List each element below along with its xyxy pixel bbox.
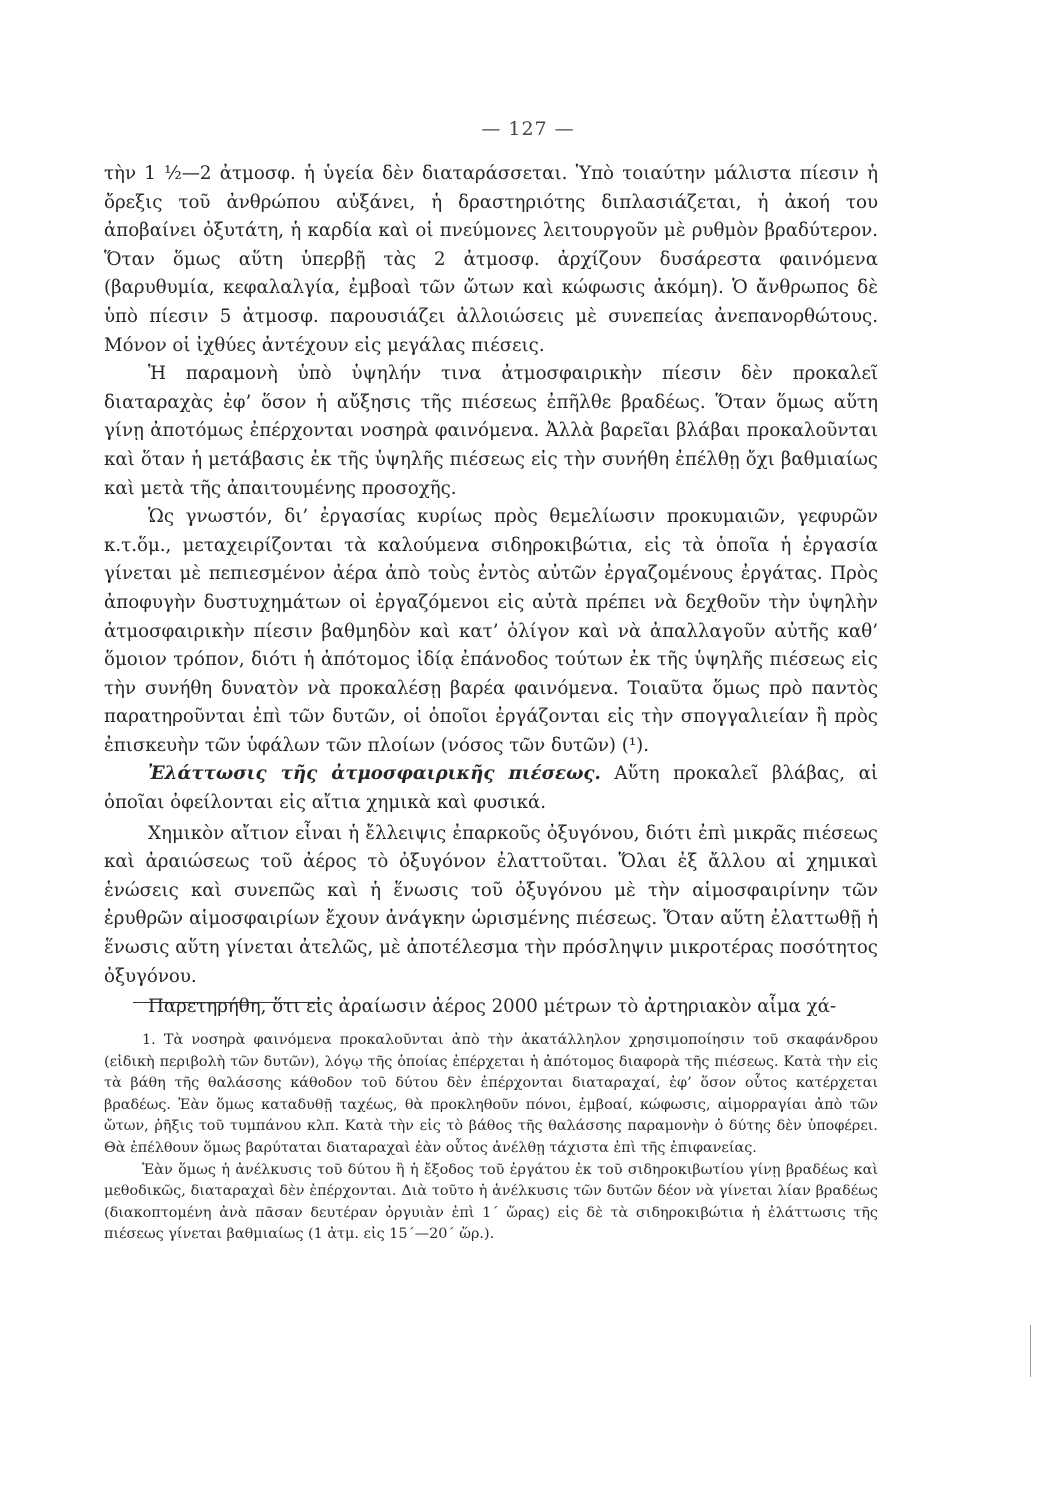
paragraph-1: τὴν 1 ½—2 ἀτμοσφ. ἡ ὑγεία δὲν διαταράσσεται. Ὑπὸ τοιαύτην μάλιστα πίεσιν ἡ ὄρεξις τοῦ ἀνθρώπου αὐξάνει, ἡ δραστηριότης διπλασιάζεται, ἡ ἀκοή του ἀποβαίνει ὀξυτάτη, ἡ καρδία καὶ οἱ πνεύμονες λειτουργοῦν μὲ ρυθμὸν βραδύτερον. Ὅταν ὅμως αὕτη ὑπερβῇ τὰς 2 ἀτμοσφ. ἀρχίζουν δυσάρεστα φαινόμενα (βαρυθυμία, κεφαλαλγία, ἐμβοαὶ τῶν ὤτων καὶ κώφωσις ἀκόμη). Ὁ ἄνθρωπος δὲ ὑπὸ πίεσιν 5 ἀτμοσφ. παρουσιάζει ἀλλοιώσεις μὲ συνεπείας ἀνεπανορθώτους. Μόνον οἱ ἰχθύες ἀντέχουν εἰς μεγάλας πιέσεις. bbox=[104, 163, 878, 356]
section-heading: Ἐλάττωσις τῆς ἀτμοσφαιρικῆς πιέσεως. bbox=[148, 763, 601, 785]
paragraph-3: Ὡς γνωστόν, δι’ ἐργασίας κυρίως πρὸς θεμελίωσιν προκυμαιῶν, γεφυρῶν κ.τ.ὅμ., μεταχειρίζονται τὰ καλούμενα σιδηροκιβώτια, εἰς τὰ ὁποῖα ἡ ἐργασία γίνεται μὲ πεπιεσμένον ἀέρα ἀπὸ τοὺς ἐντὸς αὐτῶν ἐργαζομένους ἐργάτας. Πρὸς ἀποφυγὴν δυστυχημάτων οἱ ἐργαζόμενοι εἰς αὐτὰ πρέπει νὰ δεχθοῦν τὴν ὑψηλὴν ἀτμοσφαιρικὴν πίεσιν βαθμηδὸν καὶ κατ’ ὀλίγον καὶ νὰ ἀπαλλαγοῦν αὐτῆς καθ’ ὅμοιον τρόπον, διότι ἡ ἀπότομος ἰδίᾳ ἐπάνοδος τούτων ἐκ τῆς ὑψηλῆς πιέσεως εἰς τὴν συνήθη δυνατὸν νὰ προκαλέσῃ βαρέα φαινόμενα. Τοιαῦτα ὅμως πρὸ παντὸς παρατηροῦνται ἐπὶ τῶν δυτῶν, οἱ ὁποῖοι ἐργάζονται εἰς τὴν σπογγαλιείαν ἢ πρὸς ἐπισκευὴν τῶν ὑφάλων τῶν πλοίων (νόσος τῶν δυτῶν) (¹). bbox=[104, 506, 878, 756]
paragraph-4 bbox=[104, 760, 878, 817]
footnote-1-continued: Ἐὰν ὅμως ἡ ἀνέλκυσις τοῦ δύτου ἢ ἡ ἔξοδος τοῦ ἐργάτου ἐκ τοῦ σιδηροκιβωτίου γίνῃ βραδέως καὶ μεθοδικῶς, διαταραχαὶ δὲν ἐπέρχονται. Διὰ τοῦτο ἡ ἀνέλκυσις τῶν δυτῶν δέον νὰ γίνεται λίαν βραδέως (διακοπτομένη ἀνὰ πᾶσαν δευτέραν ὀργυιὰν ἐπὶ 1΄ ὥρας) εἰς δὲ τὰ σιδηροκιβώτια ἡ ἐλάττωσις τῆς πιέσεως γίνεται βαθμιαίως (1 ἀτμ. εἰς 15΄—20΄ ὥρ.). bbox=[104, 1161, 878, 1243]
footnote-1: 1. Τὰ νοσηρὰ φαινόμενα προκαλοῦνται ἀπὸ τὴν ἀκατάλληλον χρησιμοποίησιν τοῦ σκαφάνδρου (εἰδικὴ περιβολὴ τῶν δυτῶν), λόγῳ τῆς ὁποίας ἐπέρχεται ἡ ἀπότομος διαφορὰ τῆς πιέσεως. Κατὰ τὴν εἰς τὰ βάθη τῆς θαλάσσης κάθοδον τοῦ δύτου δὲν ἐπέρχονται διαταραχαί, ἐφ’ ὅσον οὗτος κατέρχεται βραδέως. Ἐὰν ὅμως καταδυθῇ ταχέως, θὰ προκληθοῦν πόνοι, ἐμβοαί, κώφωσις, αἱμορραγίαι ἀπὸ τῶν ὤτων, ῥῆξις τοῦ τυμπάνου κλπ. Κατὰ τὴν εἰς τὸ βάθος τῆς θαλάσσης παραμονὴν ὁ δύτης δὲν ὑποφέρει. Θὰ ἐπέλθουν ὅμως βαρύταται διαταραχαὶ ἐὰν οὗτος ἀνέλθῃ τάχιστα ἐπὶ τῆς ἐπιφανείας. bbox=[104, 1032, 878, 1156]
footnote-separator bbox=[133, 1002, 321, 1003]
paragraph-2: Ἡ παραμονὴ ὑπὸ ὑψηλήν τινα ἀτμοσφαιρικὴν πίεσιν δὲν προκαλεῖ διαταραχὰς ἐφ’ ὅσον ἡ αὔξησις τῆς πιέσεως ἐπῆλθε βραδέως. Ὅταν ὅμως αὕτη γίνῃ ἀποτόμως ἐπέρχονται νοσηρὰ φαινόμενα. Ἀλλὰ βαρεῖαι βλάβαι προκαλοῦνται καὶ ὅταν ἡ μετάβασις ἐκ τῆς ὑψηλῆς πιέσεως εἰς τὴν συνήθη ἐπέλθῃ ὄχι βαθμιαίως καὶ μετὰ τῆς ἀπαιτουμένης προσοχῆς. bbox=[104, 363, 878, 499]
paragraph-5: Χημικὸν αἴτιον εἶναι ἡ ἔλλειψις ἐπαρκοῦς ὀξυγόνου, διότι ἐπὶ μικρᾶς πιέσεως καὶ ἀραιώσεως τοῦ ἀέρος τὸ ὀξυγόνον ἐλαττοῦται. Ὅλαι ἐξ ἄλλου αἱ χημικαὶ ἑνώσεις καὶ συνεπῶς καὶ ἡ ἕνωσις τοῦ ὀξυγόνου μὲ τὴν αἱμοσφαιρίνην τῶν ἐρυθρῶν αἱμοσφαιρίων ἔχουν ἀνάγκην ὡρισμένης πιέσεως. Ὅταν αὕτη ἐλαττωθῇ ἡ ἕνωσις αὕτη γίνεται ἀτελῶς, μὲ ἀποτέλεσμα τὴν πρόσληψιν μικροτέρας ποσότητος ὀξυγόνου. bbox=[104, 822, 878, 987]
margin-scan-mark bbox=[1030, 1325, 1031, 1377]
paragraph-4-text: Αὕτη προκαλεῖ βλάβας, αἱ ὁποῖαι ὀφείλονται εἰς αἴτια χημικὰ καὶ φυσικά. bbox=[104, 763, 878, 814]
paragraph-6: Παρετηρήθη, ὅτι εἰς ἀραίωσιν ἀέρος 2000 μέτρων τὸ ἀρτηριακὸν αἷμα χά- bbox=[148, 996, 837, 1018]
footnotes bbox=[104, 1030, 878, 1246]
page-number: — 127 — bbox=[481, 118, 575, 140]
main-text bbox=[104, 160, 878, 1022]
